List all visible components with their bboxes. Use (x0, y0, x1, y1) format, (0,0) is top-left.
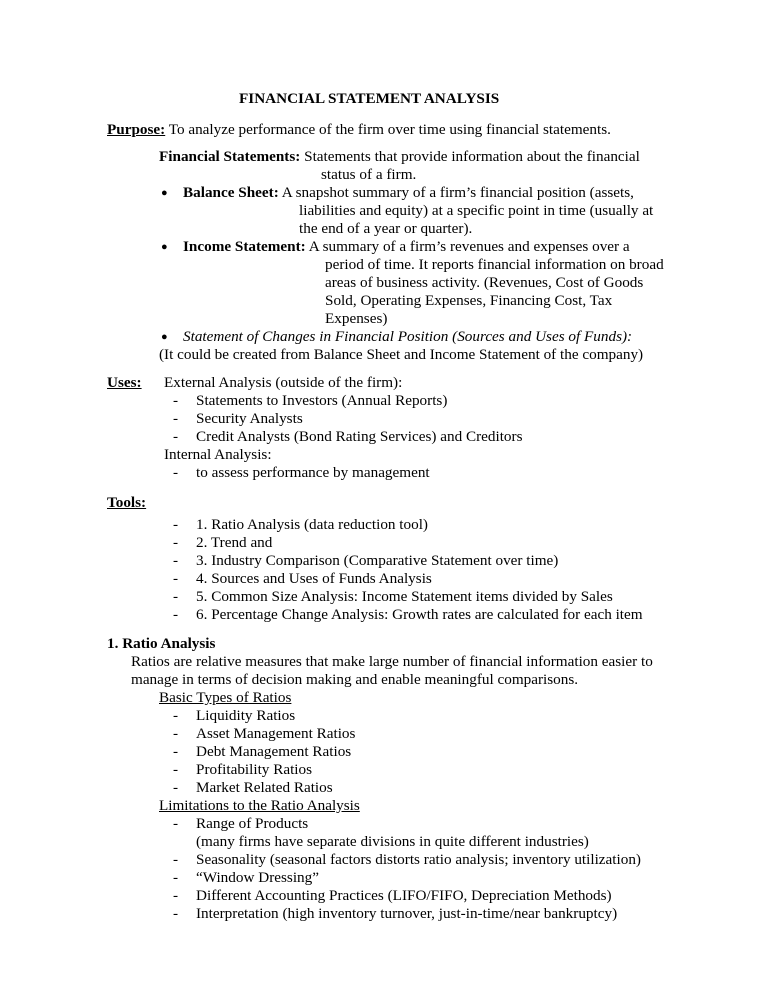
ratio-analysis-desc-1: Ratios are relative measures that make large number of financial information easier to (131, 653, 653, 670)
ratio-limits-heading: Limitations to the Ratio Analysis (159, 797, 360, 814)
uses-internal-item: to assess performance by management (196, 464, 430, 481)
income-statement-text-2: period of time. It reports financial information on broad (325, 256, 664, 273)
ratio-limit-item: Seasonality (seasonal factors distorts ratio analysis; inventory utilization) (196, 851, 641, 868)
dash-marker: - (173, 534, 179, 551)
dash-marker: - (173, 869, 179, 886)
ratio-type-item: Profitability Ratios (196, 761, 313, 778)
dash-marker: - (173, 606, 179, 623)
purpose-label: Purpose: (107, 121, 166, 138)
balance-sheet-text-3: the end of a year or quarter). (299, 220, 473, 237)
bullet-icon: ● (161, 331, 168, 343)
dash-marker: - (173, 392, 179, 409)
purpose-line (107, 121, 611, 139)
dash-marker: - (173, 410, 179, 427)
tool-item: 4. Sources and Uses of Funds Analysis (196, 570, 432, 587)
page-title: FINANCIAL STATEMENT ANALYSIS (239, 90, 500, 107)
dash-marker: - (173, 707, 179, 724)
financial-statements-line (159, 148, 640, 166)
uses-external-item: Credit Analysts (Bond Rating Services) and Creditors (196, 428, 523, 445)
tools-label: Tools: (107, 494, 147, 511)
dash-marker: - (173, 851, 179, 868)
financial-statements-cont: status of a firm. (321, 166, 417, 183)
ratio-type-item: Liquidity Ratios (196, 707, 296, 724)
tool-item: 1. Ratio Analysis (data reduction tool) (196, 516, 428, 533)
dash-marker: - (173, 887, 179, 904)
income-statement-label: Income Statement: (183, 238, 306, 255)
ratio-limit-item: Different Accounting Practices (LIFO/FIFO, Depreciation Methods) (196, 887, 612, 904)
dash-marker: - (173, 516, 179, 533)
income-statement-line (183, 238, 630, 256)
tool-item: 3. Industry Comparison (Comparative Statement over time) (196, 552, 559, 569)
ratio-analysis-heading: 1. Ratio Analysis (107, 635, 216, 652)
tool-item: 5. Common Size Analysis: Income Statement items divided by Sales (196, 588, 613, 605)
uses-external-item: Statements to Investors (Annual Reports) (196, 392, 448, 409)
dash-marker: - (173, 905, 179, 922)
tool-item: 2. Trend and (196, 534, 273, 551)
income-statement-text-5: Expenses) (325, 310, 388, 327)
ratio-analysis-desc-2: manage in terms of decision making and enable meaningful comparisons. (131, 671, 579, 688)
dash-marker: - (173, 761, 179, 778)
financial-statements-label: Financial Statements: (159, 148, 301, 165)
purpose-text: To analyze performance of the firm over time using financial statements. (165, 121, 611, 138)
dash-marker: - (173, 725, 179, 742)
ratio-type-item: Market Related Ratios (196, 779, 333, 796)
changes-note: (It could be created from Balance Sheet and Income Statement of the company) (159, 346, 644, 363)
dash-marker: - (173, 428, 179, 445)
balance-sheet-label: Balance Sheet: (183, 184, 279, 201)
dash-marker: - (173, 779, 179, 796)
dash-marker: - (173, 570, 179, 587)
dash-marker: - (173, 743, 179, 760)
ratio-type-item: Debt Management Ratios (196, 743, 352, 760)
dash-marker: - (173, 815, 179, 832)
ratio-types-heading: Basic Types of Ratios (159, 689, 292, 706)
dash-marker: - (173, 464, 179, 481)
ratio-limit-item: (many firms have separate divisions in quite different industries) (196, 833, 589, 850)
balance-sheet-text-1: A snapshot summary of a firm’s financial position (assets, (278, 184, 634, 201)
bullet-icon: ● (161, 187, 168, 199)
financial-statements-text: Statements that provide information about the financial (300, 148, 640, 165)
external-analysis: External Analysis (outside of the firm): (164, 374, 403, 391)
dash-marker: - (173, 552, 179, 569)
ratio-limit-item: Range of Products (196, 815, 309, 832)
income-statement-text-1: A summary of a firm’s revenues and expenses over a (305, 238, 630, 255)
internal-analysis: Internal Analysis: (164, 446, 272, 463)
ratio-limit-item: “Window Dressing” (196, 869, 319, 886)
changes-statement: Statement of Changes in Financial Position (Sources and Uses of Funds): (183, 328, 633, 345)
balance-sheet-text-2: liabilities and equity) at a specific point in time (usually at (299, 202, 654, 219)
tool-item: 6. Percentage Change Analysis: Growth rates are calculated for each item (196, 606, 643, 623)
ratio-limit-item: Interpretation (high inventory turnover, just-in-time/near bankruptcy) (196, 905, 618, 922)
uses-label: Uses: (107, 374, 142, 391)
uses-external-item: Security Analysts (196, 410, 303, 427)
income-statement-text-3: areas of business activity. (Revenues, Cost of Goods (325, 274, 644, 291)
bullet-icon: ● (161, 241, 168, 253)
income-statement-text-4: Sold, Operating Expenses, Financing Cost, Tax (325, 292, 613, 309)
ratio-type-item: Asset Management Ratios (196, 725, 356, 742)
balance-sheet-line (183, 184, 634, 202)
dash-marker: - (173, 588, 179, 605)
